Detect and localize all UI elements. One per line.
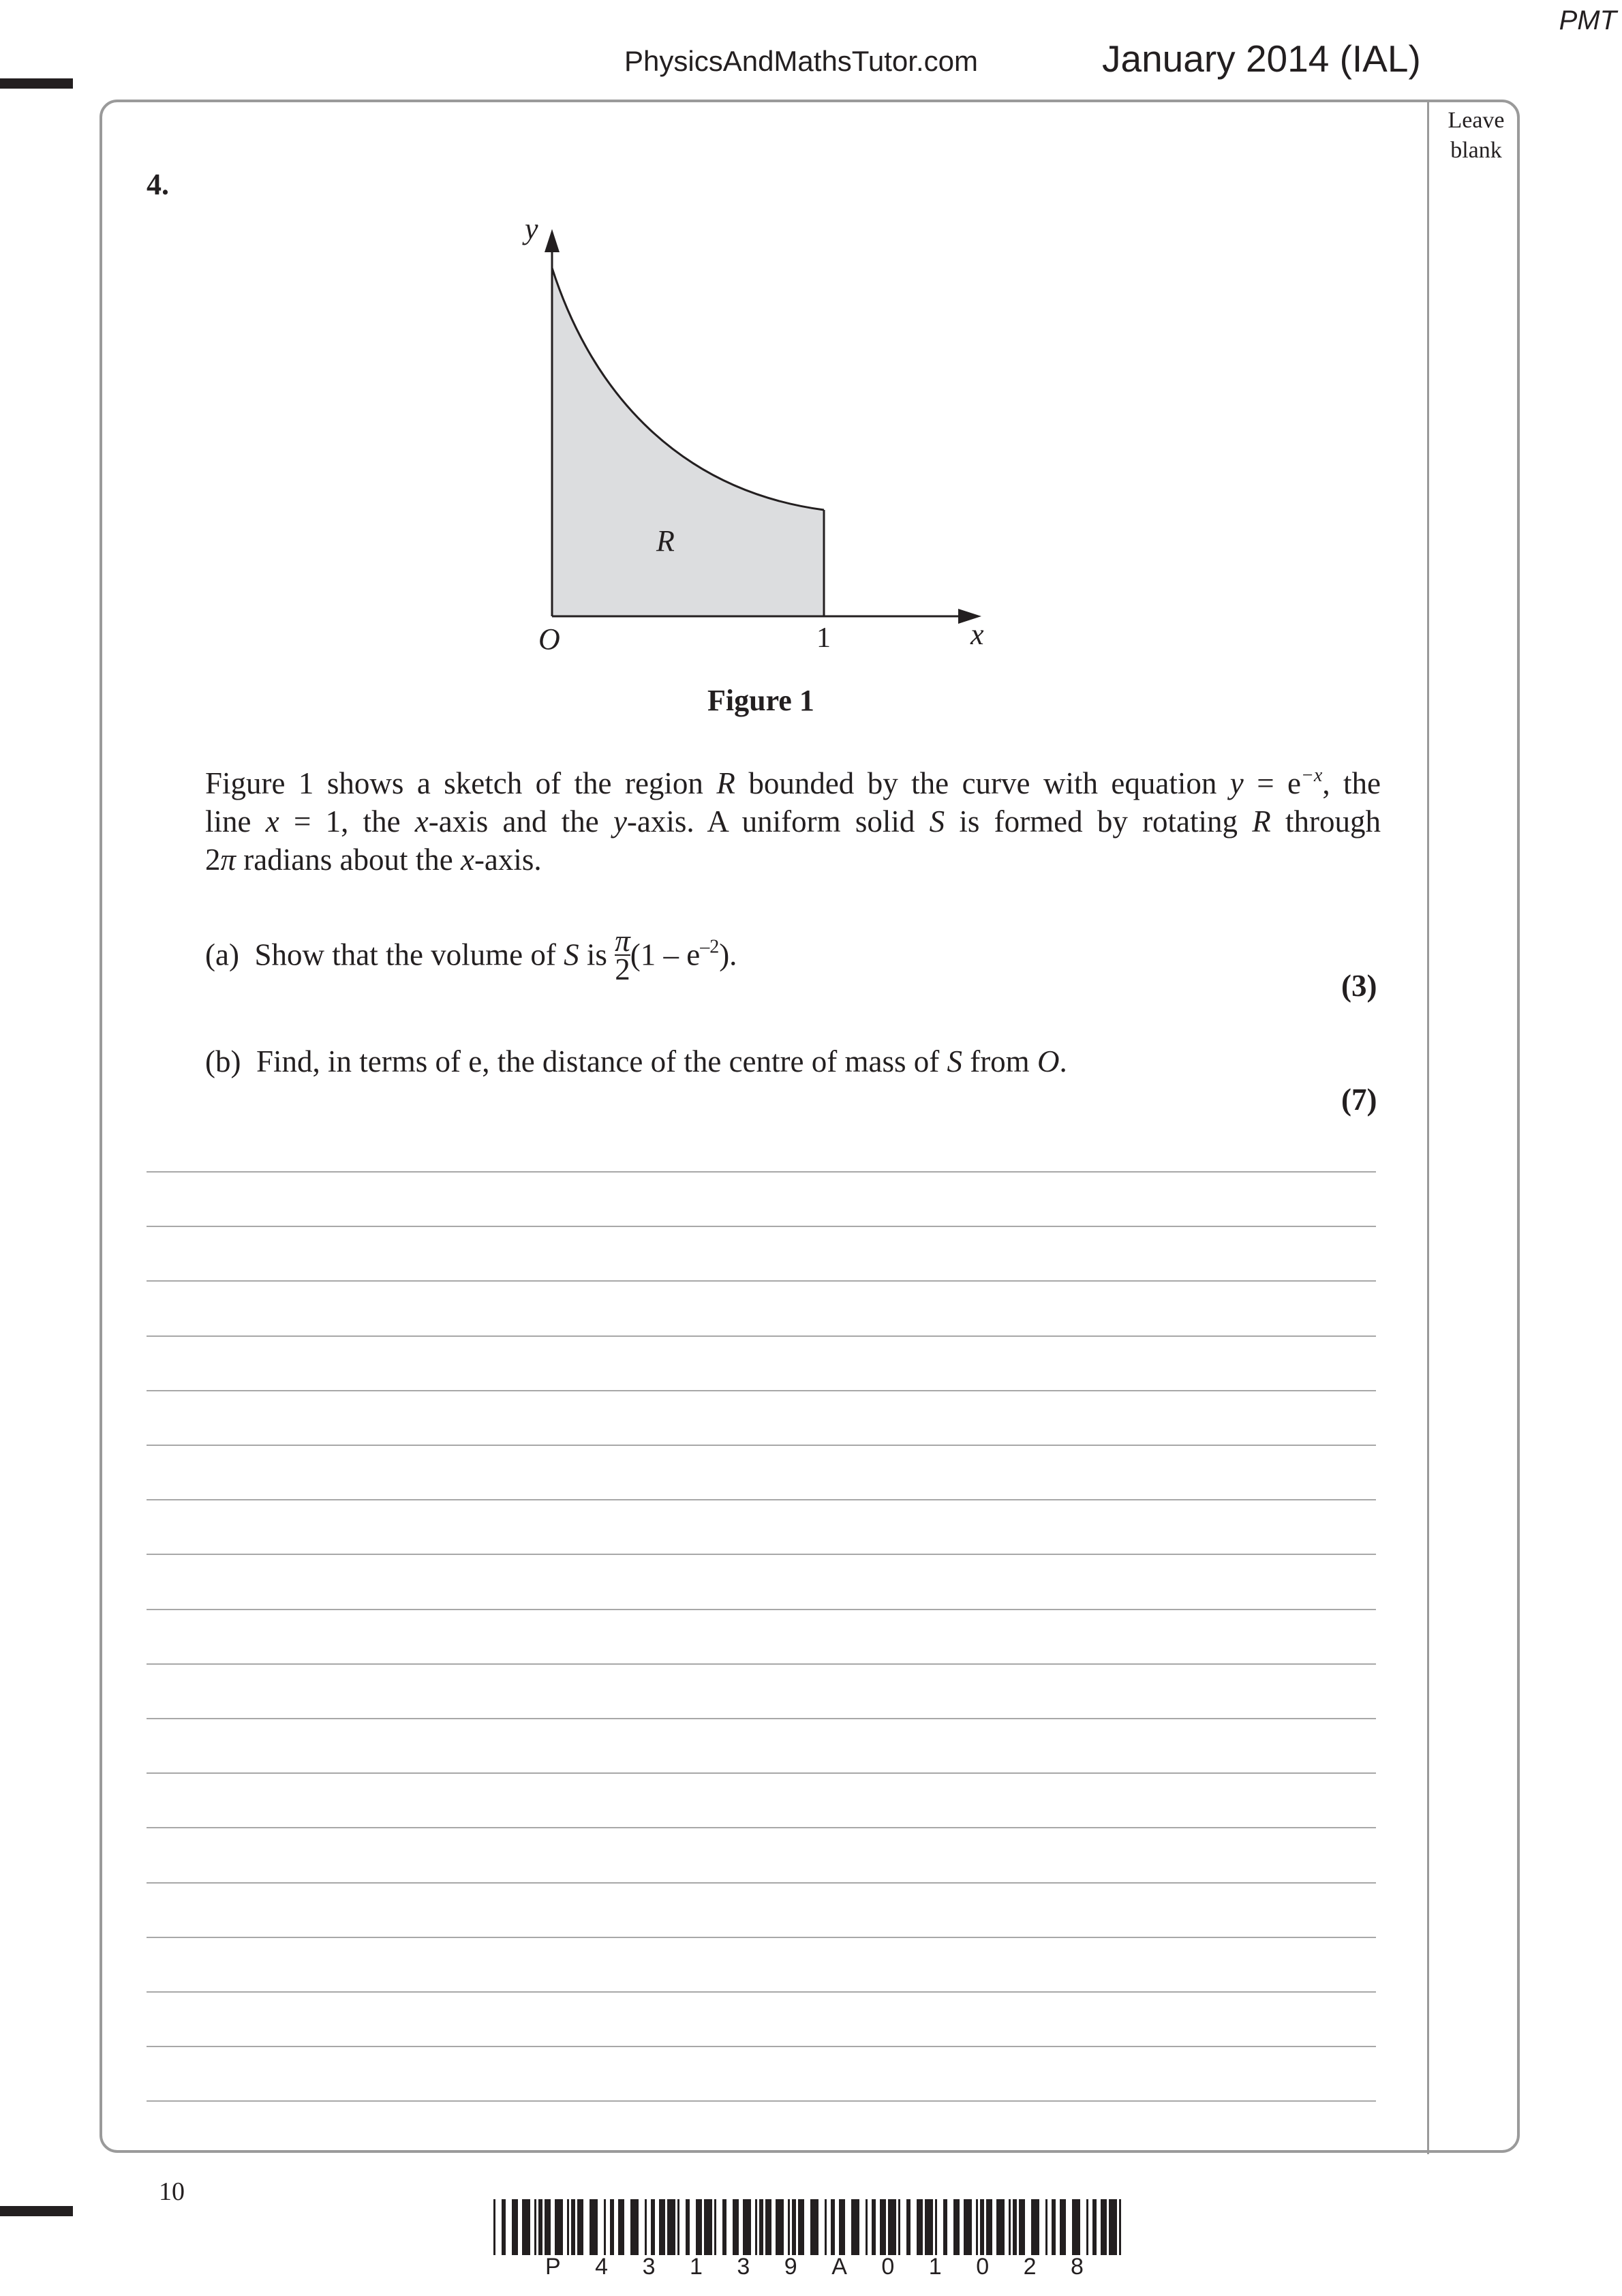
barcode-bar bbox=[677, 2199, 679, 2255]
barcode-bar bbox=[577, 2199, 583, 2255]
barcode-bar bbox=[986, 2199, 992, 2255]
question-stem-line-2: line x = 1, the x-axis and the y-axis. A uniform solid S is formed by rotating R through bbox=[205, 804, 1381, 839]
barcode-bar bbox=[866, 2199, 868, 2255]
barcode-bar bbox=[810, 2199, 818, 2255]
barcode-bar bbox=[759, 2199, 763, 2255]
answer-line[interactable] bbox=[147, 2046, 1376, 2047]
barcode-bar bbox=[733, 2199, 739, 2255]
barcode-bar bbox=[722, 2199, 726, 2255]
barcode-bar bbox=[976, 2199, 978, 2255]
site-name: PhysicsAndMathsTutor.com bbox=[624, 45, 978, 77]
barcode-digit: 1 bbox=[928, 2254, 942, 2280]
barcode-bar bbox=[839, 2199, 845, 2255]
corner-tag: PMT bbox=[1559, 5, 1617, 35]
barcode-bar bbox=[1086, 2199, 1088, 2255]
barcode-bar bbox=[776, 2199, 784, 2255]
barcode-bar bbox=[851, 2199, 859, 2255]
barcode-bar bbox=[571, 2199, 575, 2255]
answer-line[interactable] bbox=[147, 1882, 1376, 1884]
barcode-bar bbox=[567, 2199, 569, 2255]
barcode-bar bbox=[686, 2199, 690, 2255]
barcode-bar bbox=[512, 2199, 518, 2255]
barcode-bar bbox=[502, 2199, 506, 2255]
barcode bbox=[493, 2199, 1129, 2256]
barcode-bar bbox=[714, 2199, 716, 2255]
barcode-bar bbox=[618, 2199, 624, 2255]
barcode-bar bbox=[696, 2199, 702, 2255]
barcode-digit: 8 bbox=[1071, 2254, 1084, 2280]
answer-line[interactable] bbox=[147, 1827, 1376, 1828]
barcode-bar bbox=[831, 2199, 835, 2255]
barcode-bar bbox=[925, 2199, 933, 2255]
barcode-bar bbox=[659, 2199, 665, 2255]
barcode-bar bbox=[935, 2199, 937, 2255]
barcode-bar bbox=[1109, 2199, 1117, 2255]
barcode-bar bbox=[1019, 2199, 1025, 2255]
barcode-bar bbox=[1119, 2199, 1121, 2255]
barcode-bar bbox=[1060, 2199, 1066, 2255]
answer-line[interactable] bbox=[147, 1663, 1376, 1665]
part-b-marks: (7) bbox=[1341, 1083, 1377, 1117]
barcode-bar bbox=[1045, 2199, 1047, 2255]
barcode-bar bbox=[743, 2199, 751, 2255]
barcode-digit: 1 bbox=[689, 2254, 703, 2280]
barcode-digit: 3 bbox=[737, 2254, 750, 2280]
question-stem-line-3: 2π radians about the x-axis. bbox=[205, 843, 542, 877]
barcode-bar bbox=[872, 2199, 876, 2255]
barcode-digit: A bbox=[831, 2254, 847, 2280]
barcode-digit: P bbox=[545, 2254, 561, 2280]
barcode-bar bbox=[943, 2199, 947, 2255]
answer-line[interactable] bbox=[147, 1991, 1376, 1993]
barcode-bar bbox=[651, 2199, 655, 2255]
barcode-bar bbox=[980, 2199, 984, 2255]
barcode-bar bbox=[590, 2199, 598, 2255]
barcode-bar bbox=[898, 2199, 900, 2255]
answer-line[interactable] bbox=[147, 2100, 1376, 2102]
origin-label: O bbox=[538, 622, 560, 656]
question-stem-line-1: Figure 1 shows a sketch of the region R bounded by the curve with equation $y = e^{-x}$, the bbox=[205, 765, 1381, 800]
answer-line[interactable] bbox=[147, 1280, 1376, 1282]
blank-text: blank bbox=[1450, 138, 1502, 163]
barcode-digit: 0 bbox=[881, 2254, 895, 2280]
answer-line[interactable] bbox=[147, 1171, 1376, 1173]
barcode-bar bbox=[917, 2199, 923, 2255]
page-number: 10 bbox=[159, 2177, 185, 2206]
barcode-bar bbox=[953, 2199, 960, 2255]
y-axis-label: y bbox=[525, 212, 538, 245]
barcode-bar bbox=[792, 2199, 796, 2255]
region-label: R bbox=[656, 524, 675, 558]
barcode-digit: 9 bbox=[784, 2254, 797, 2280]
barcode-bar bbox=[888, 2199, 896, 2255]
barcode-bar bbox=[555, 2199, 563, 2255]
answer-line[interactable] bbox=[147, 1499, 1376, 1500]
part-a-label: (a) bbox=[205, 937, 239, 972]
barcode-bar bbox=[996, 2199, 1005, 2255]
barcode-bar bbox=[704, 2199, 712, 2255]
leave-text: Leave bbox=[1448, 108, 1505, 133]
barcode-bar bbox=[610, 2199, 614, 2255]
answer-line[interactable] bbox=[147, 1937, 1376, 1938]
part-a-marks: (3) bbox=[1341, 969, 1377, 1003]
barcode-digit: 2 bbox=[1023, 2254, 1037, 2280]
barcode-bar bbox=[1013, 2199, 1017, 2255]
figure-1 bbox=[0, 0, 1622, 750]
answer-line[interactable] bbox=[147, 1554, 1376, 1555]
barcode-digit: 0 bbox=[976, 2254, 990, 2280]
exam-session: January 2014 (IAL) bbox=[1102, 37, 1421, 80]
x-axis-label: x bbox=[970, 618, 984, 651]
answer-line[interactable] bbox=[147, 1445, 1376, 1446]
barcode-bar bbox=[493, 2199, 495, 2255]
shaded-region-R bbox=[552, 268, 824, 616]
barcode-bar bbox=[788, 2199, 790, 2255]
barcode-bar bbox=[755, 2199, 757, 2255]
barcode-bar bbox=[880, 2199, 886, 2255]
barcode-bar bbox=[825, 2199, 827, 2255]
barcode-digit: 4 bbox=[595, 2254, 609, 2280]
answer-line[interactable] bbox=[147, 1226, 1376, 1227]
barcode-digits bbox=[545, 2254, 1084, 2280]
registration-mark-bottom bbox=[0, 2206, 73, 2216]
barcode-bar bbox=[545, 2199, 551, 2255]
fraction-pi-over-2: $\frac{\pi}{2}$ bbox=[615, 924, 630, 986]
barcode-bar bbox=[522, 2199, 530, 2255]
part-b: (b) Find, in terms of e, the distance of the centre of mass of S from O. bbox=[205, 1044, 1067, 1078]
barcode-bar bbox=[1092, 2199, 1097, 2255]
barcode-bar bbox=[667, 2199, 675, 2255]
barcode-bar bbox=[964, 2199, 972, 2255]
barcode-bar bbox=[1101, 2199, 1107, 2255]
answer-line[interactable] bbox=[147, 1390, 1376, 1391]
barcode-bar bbox=[604, 2199, 606, 2255]
answer-line[interactable] bbox=[147, 1718, 1376, 1719]
x-tick-1: 1 bbox=[816, 622, 831, 654]
barcode-bar bbox=[765, 2199, 771, 2255]
barcode-bar bbox=[538, 2199, 542, 2255]
barcode-bar bbox=[645, 2199, 647, 2255]
figure-caption: Figure 1 bbox=[707, 684, 814, 717]
part-a: (a) Show that the volume of S is $\frac{\pi}{2}$ $(1 - e^{-2})$. bbox=[205, 924, 737, 986]
barcode-bar bbox=[906, 2199, 911, 2255]
question-number: 4. bbox=[147, 168, 169, 201]
barcode-bar bbox=[534, 2199, 536, 2255]
answer-line[interactable] bbox=[147, 1772, 1376, 1774]
barcode-bar bbox=[1031, 2199, 1039, 2255]
answer-line[interactable] bbox=[147, 1335, 1376, 1337]
barcode-bar bbox=[1052, 2199, 1056, 2255]
barcode-bar bbox=[1072, 2199, 1080, 2255]
barcode-bar bbox=[630, 2199, 639, 2255]
barcode-digit: 3 bbox=[642, 2254, 656, 2280]
y-axis-arrow-icon bbox=[545, 229, 560, 252]
barcode-bar bbox=[798, 2199, 804, 2255]
answer-line[interactable] bbox=[147, 1609, 1376, 1610]
part-b-label: (b) bbox=[205, 1044, 241, 1078]
barcode-bar bbox=[1009, 2199, 1011, 2255]
